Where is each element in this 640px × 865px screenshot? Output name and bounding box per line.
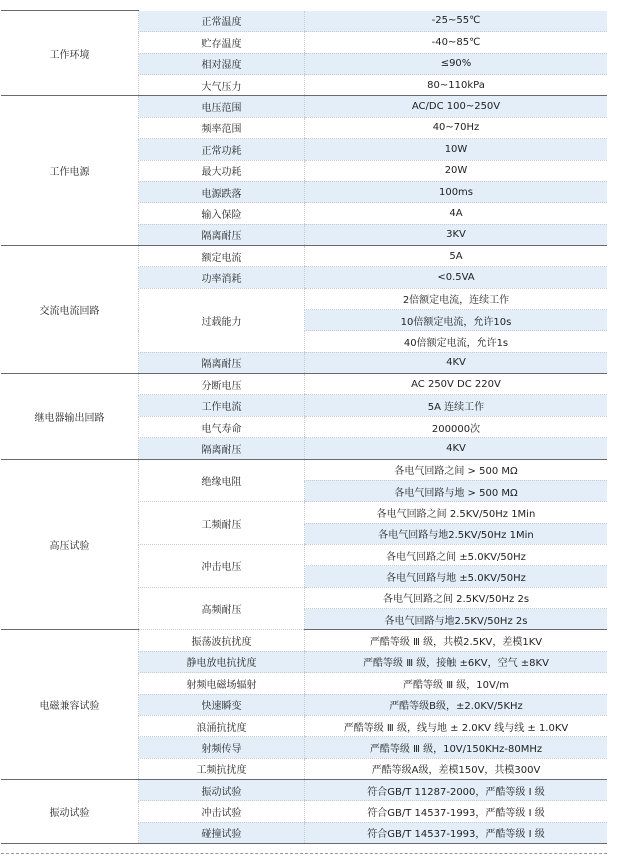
parameter-cell: 绝缘电阻 bbox=[139, 459, 305, 502]
parameter-cell: 碰撞试验 bbox=[139, 822, 305, 843]
value-cell: 3KV bbox=[305, 224, 608, 245]
parameter-cell: 正常温度 bbox=[139, 11, 305, 32]
parameter-cell: 静电放电抗扰度 bbox=[139, 651, 305, 672]
parameter-cell: 射频传导 bbox=[139, 737, 305, 758]
value-cell: 10倍额定电流，允许10s bbox=[305, 310, 608, 331]
value-cell: -40~85℃ bbox=[305, 32, 608, 53]
category-cell: 振动试验 bbox=[1, 779, 139, 843]
parameter-cell: 隔离耐压 bbox=[139, 352, 305, 373]
spec-table bbox=[1, 10, 607, 844]
value-cell: 严酷等级A级，差模150V，共模300V bbox=[305, 758, 608, 779]
spec-row bbox=[1, 96, 607, 117]
parameter-cell: 额定电流 bbox=[139, 245, 305, 266]
parameter-cell: 功率消耗 bbox=[139, 267, 305, 288]
parameter-cell: 振荡波抗扰度 bbox=[139, 630, 305, 651]
value-cell: 各电气回路与地 ±5.0KV/50Hz bbox=[305, 566, 608, 587]
value-cell: 各电气回路之间 ±5.0KV/50Hz bbox=[305, 544, 608, 565]
value-cell: 4A bbox=[305, 203, 608, 224]
value-cell: 各电气回路之间 2.5KV/50Hz 2s bbox=[305, 587, 608, 608]
value-cell: 10W bbox=[305, 139, 608, 160]
spec-row bbox=[1, 11, 607, 32]
parameter-cell: 工作电流 bbox=[139, 395, 305, 416]
category-cell: 工作环境 bbox=[1, 11, 139, 96]
category-cell: 高压试验 bbox=[1, 459, 139, 630]
parameter-cell: 隔离耐压 bbox=[139, 438, 305, 459]
value-cell: 5A bbox=[305, 245, 608, 266]
parameter-cell: 工频耐压 bbox=[139, 502, 305, 545]
category-cell: 电磁兼容试验 bbox=[1, 630, 139, 780]
value-cell: 200000次 bbox=[305, 416, 608, 437]
parameter-cell: 射频电磁场辐射 bbox=[139, 673, 305, 694]
parameter-cell: 高频耐压 bbox=[139, 587, 305, 630]
parameter-cell: 电源跌落 bbox=[139, 181, 305, 202]
parameter-cell: 电气寿命 bbox=[139, 416, 305, 437]
value-cell: 各电气回路与地2.5KV/50Hz 2s bbox=[305, 609, 608, 630]
category-cell: 继电器输出回路 bbox=[1, 374, 139, 459]
parameter-cell: 快速瞬变 bbox=[139, 694, 305, 715]
value-cell: 严酷等级 Ⅲ 级，线与地 ± 2.0KV 线与线 ± 1.0KV bbox=[305, 715, 608, 736]
value-cell: 100ms bbox=[305, 181, 608, 202]
parameter-cell: 冲击试验 bbox=[139, 801, 305, 822]
parameter-cell: 最大功耗 bbox=[139, 160, 305, 181]
spec-row bbox=[1, 245, 607, 266]
parameter-cell: 频率范围 bbox=[139, 117, 305, 138]
parameter-cell: 冲击电压 bbox=[139, 544, 305, 587]
value-cell: 2倍额定电流，连续工作 bbox=[305, 288, 608, 309]
value-cell: -25~55℃ bbox=[305, 11, 608, 32]
spec-row bbox=[1, 374, 607, 395]
parameter-cell: 工频抗扰度 bbox=[139, 758, 305, 779]
value-cell: 严酷等级 Ⅲ 级，共模2.5KV，差模1KV bbox=[305, 630, 608, 651]
parameter-cell: 大气压力 bbox=[139, 75, 305, 96]
value-cell: <0.5VA bbox=[305, 267, 608, 288]
spec-row bbox=[1, 779, 607, 800]
value-cell: 符合GB/T 11287-2000，严酷等级 Ⅰ 级 bbox=[305, 779, 608, 800]
value-cell: 40~70Hz bbox=[305, 117, 608, 138]
value-cell: 符合GB/T 14537-1993，严酷等级 Ⅰ 级 bbox=[305, 801, 608, 822]
parameter-cell: 振动试验 bbox=[139, 779, 305, 800]
value-cell: 严酷等级 Ⅲ 级，10V/m bbox=[305, 673, 608, 694]
parameter-cell: 输入保险 bbox=[139, 203, 305, 224]
value-cell: 40倍额定电流，允许1s bbox=[305, 331, 608, 352]
value-cell: 5A 连续工作 bbox=[305, 395, 608, 416]
parameter-cell: 过载能力 bbox=[139, 288, 305, 352]
spec-row bbox=[1, 630, 607, 651]
value-cell: 符合GB/T 14537-1993，严酷等级 Ⅰ 级 bbox=[305, 822, 608, 843]
bottom-divider bbox=[1, 853, 607, 854]
parameter-cell: 分断电压 bbox=[139, 374, 305, 395]
value-cell: 各电气回路与地 > 500 MΩ bbox=[305, 480, 608, 501]
value-cell: 严酷等级 Ⅲ 级，接触 ±6KV，空气 ±8KV bbox=[305, 651, 608, 672]
value-cell: ≤90% bbox=[305, 53, 608, 74]
category-cell: 工作电源 bbox=[1, 96, 139, 246]
parameter-cell: 正常功耗 bbox=[139, 139, 305, 160]
parameter-cell: 相对湿度 bbox=[139, 53, 305, 74]
parameter-cell: 贮存温度 bbox=[139, 32, 305, 53]
value-cell: 20W bbox=[305, 160, 608, 181]
category-cell: 交流电流回路 bbox=[1, 245, 139, 373]
value-cell: AC 250V DC 220V bbox=[305, 374, 608, 395]
parameter-cell: 隔离耐压 bbox=[139, 224, 305, 245]
value-cell: 4KV bbox=[305, 352, 608, 373]
value-cell: 各电气回路之间 > 500 MΩ bbox=[305, 459, 608, 480]
value-cell: 4KV bbox=[305, 438, 608, 459]
parameter-cell: 浪涌抗扰度 bbox=[139, 715, 305, 736]
value-cell: 各电气回路与地2.5KV/50Hz 1Min bbox=[305, 523, 608, 544]
value-cell: 严酷等级B级，±2.0KV/5KHz bbox=[305, 694, 608, 715]
parameter-cell: 电压范围 bbox=[139, 96, 305, 117]
value-cell: 各电气回路之间 2.5KV/50Hz 1Min bbox=[305, 502, 608, 523]
value-cell: 80~110kPa bbox=[305, 75, 608, 96]
spec-row bbox=[1, 459, 607, 480]
value-cell: AC/DC 100~250V bbox=[305, 96, 608, 117]
value-cell: 严酷等级 Ⅲ 级，10V/150KHz-80MHz bbox=[305, 737, 608, 758]
